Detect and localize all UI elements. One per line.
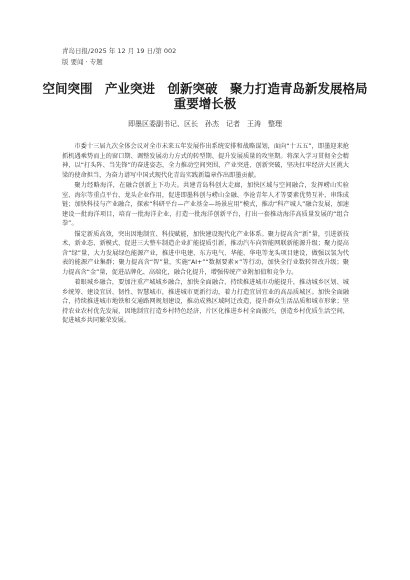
newspaper-meta <box>62 46 176 68</box>
article-body <box>62 142 349 327</box>
paragraph: 着眼城乡融合，要加注重产城城乡融合，加快全面融合、持续推进城市功能提升，推动城乡区划、城乡统筹、建设宜居、韧性、智慧城市，推进城市更新行动，着力打造宜居宜业的高品质城区。加快全面融合，持续推进城市地铁和交通路网规划建设，推动成熟区域阿迁改造，提升群众生活品质和城市形象；坚持农业农村优先发展，因地制宜打造乡村特色经济，片区化推进乡村全面振兴，创造乡村优质生活空间，促进城乡共同繁荣发展。 <box>62 279 349 325</box>
section-line: 版 要闻 · 专题 <box>62 58 103 66</box>
article-byline: 即墨区委副书记、区长 孙杰 记者 王涛 整理 <box>128 120 282 128</box>
paragraph: 市委十三届九次全体会议对全市未来五年发展作出系统安排和战略谋划，面向“十五五”，即墨迎来抢抓机遇乘势而上的窗口期、调整发展动力方式的转型期、提升发展质量的攻坚期。将深入学习贯彻全会精神，以“打头阵、当先锋”的奋进姿态，全力推动空间突围、产业突进、创新突破，坚决扛牢经济大区挑大梁的使命担当，为奋力谱写中国式现代化青岛实践新篇章作出即墨贡献。 <box>62 143 349 179</box>
paragraph: 锚定新质高效，突出因地制宜、科技赋能，加快建设现代化产业体系。聚力提高含“新”量，引进新技术，新业态、新模式，促进三大整车制造企业扩能提质引新，推动汽车向智能网联新能源升级；聚力提高含“绿”量，大力发展绿色能源产业，推进中电建、东方电气、华能、华电等龙头项目建设，做强以氢为代表的能源产业集群；聚力提高含“智”量，实施“AI+”“数据要素×”等行动，加快全行业数转智改升级；聚力提高含“金”量，促进品牌化、高端化，融合化提升，增强传统产业附加值和竞争力。 <box>62 230 349 276</box>
date-line: 青岛日报/2025 年 12 月 19 日/第 002 <box>62 47 177 55</box>
paragraph: 聚力经略海洋，在融合创新上下功夫。共建青岛科创大走廊，加快区域与空间融合，发挥崂山实验室、海尔等重点平台、龙头企业作用，促进即墨科创与崂山金融、李沧青年人才等要素优势互补、串珠成链；加快科技与产业融合，探索“科研平台—产业基金—场景应用”模式，推动“科产城人”融合发展，加速建设一批海洋项目，培育一批海洋企业，打造一批海洋创新平台，打出一套推动海洋高质量发展的“组合拳”。 <box>62 181 349 228</box>
article-title: 空间突围 产业突进 创新突破 聚力打造青岛新发展格局重要增长极 <box>42 81 368 111</box>
